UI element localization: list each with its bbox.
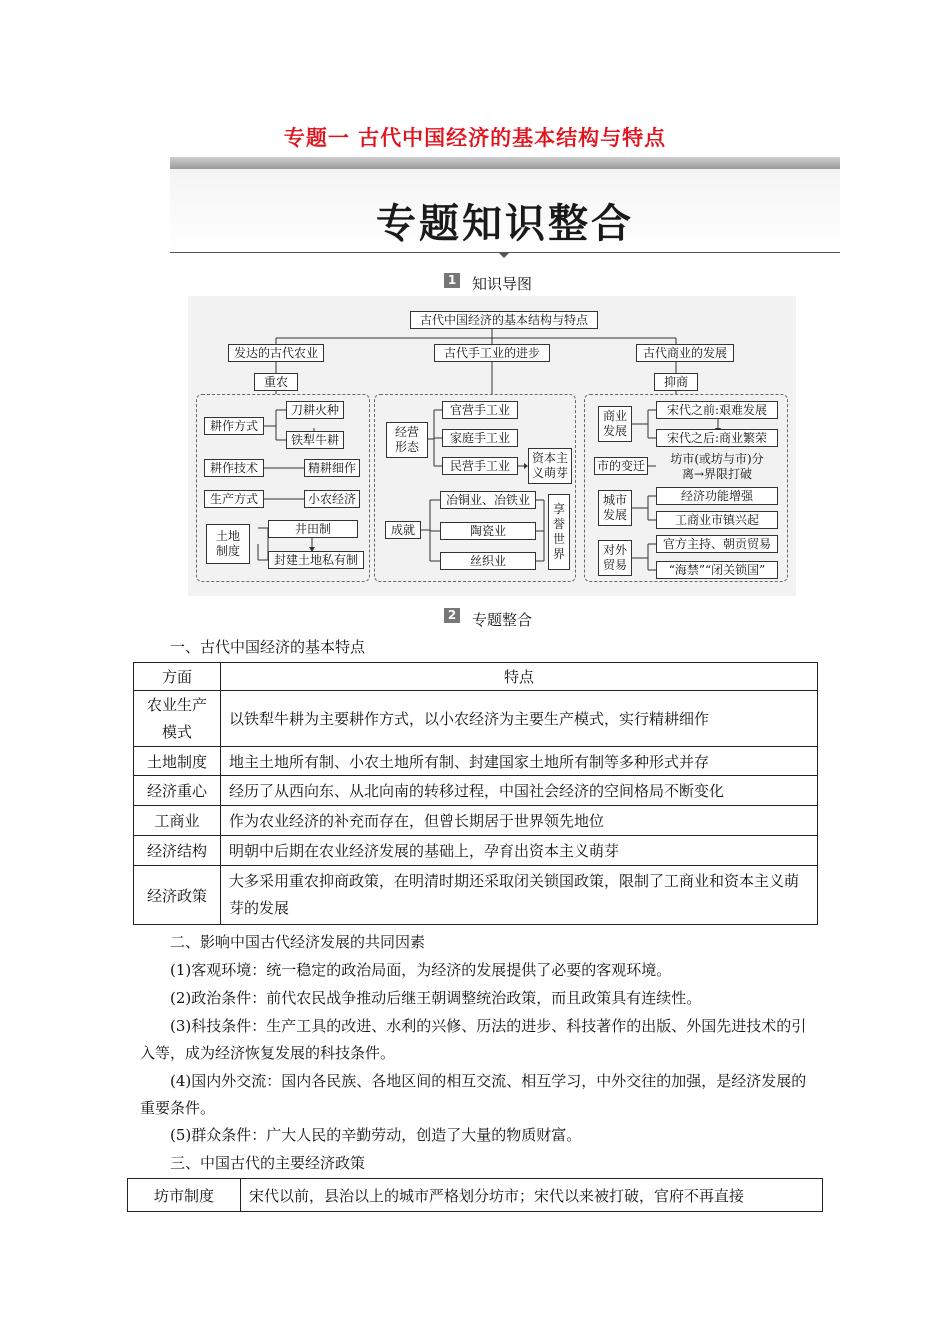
node-econ-function: 经济功能增强 bbox=[656, 487, 778, 505]
node-foreign-trade: 对外 贸易 bbox=[598, 540, 632, 576]
node-household-craft: 家庭手工业 bbox=[442, 429, 518, 447]
row-feature: 作为农业经济的补充而存在，但曾长期居于世界领先地位 bbox=[221, 806, 818, 836]
node-operation: 经营 形态 bbox=[386, 422, 428, 458]
knowledge-mindmap bbox=[188, 296, 796, 596]
node-farming-tech: 耕作技术 bbox=[204, 459, 264, 477]
factor-4: (4)国内外交流：国内各民族、各地区间的相互交流、相互学习，中外交往的加强，是经济发展的重要条件。 bbox=[140, 1072, 807, 1117]
node-official-trade: 官方主持、朝贡贸易 bbox=[656, 535, 778, 553]
table-row bbox=[134, 836, 818, 866]
node-metallurgy: 冶铜业、冶铁业 bbox=[440, 491, 536, 509]
node-smallholder: 小农经济 bbox=[304, 490, 360, 508]
table-header-row bbox=[134, 663, 818, 691]
node-silk: 丝织业 bbox=[440, 552, 536, 570]
node-closed-door: “海禁”“闭关锁国” bbox=[656, 561, 778, 579]
policy-description: 宋代以前，县治以上的城市严格划分坊市；宋代以来被打破，官府不再直接 bbox=[241, 1179, 823, 1212]
banner-bar bbox=[170, 157, 840, 169]
row-aspect: 土地制度 bbox=[134, 747, 221, 776]
banner-pointer bbox=[498, 252, 510, 258]
page-title: 专题一 古代中国经济的基本结构与特点 bbox=[283, 125, 667, 150]
table-row bbox=[134, 691, 818, 747]
node-commerce: 古代商业的发展 bbox=[636, 344, 734, 362]
node-fangshi: 坊市(或坊与市)分 离→界限打破 bbox=[656, 452, 778, 482]
factor-2: (2)政治条件：前代农民战争推动后继王朝调整统治政策，而且政策具有连续性。 bbox=[170, 989, 702, 1007]
node-market-towns: 工商业市镇兴起 bbox=[656, 511, 778, 529]
row-aspect: 工商业 bbox=[134, 806, 221, 836]
node-world-fame: 享 誉 世 界 bbox=[548, 494, 570, 570]
factor-1: (1)客观环境：统一稳定的政治局面，为经济的发展提供了必要的客观环境。 bbox=[170, 961, 672, 979]
node-farming-method: 耕作方式 bbox=[204, 417, 264, 435]
node-agri-policy: 重农 bbox=[254, 373, 298, 391]
mindmap-root: 古代中国经济的基本结构与特点 bbox=[410, 311, 598, 329]
row-feature: 大多采用重农抑商政策，在明清时期还采取闭关锁国政策，限制了工商业和资本主义萌芽的发展 bbox=[221, 866, 818, 925]
row-aspect: 经济结构 bbox=[134, 836, 221, 866]
table-row bbox=[134, 747, 818, 776]
table-row bbox=[134, 776, 818, 806]
banner-title: 专题知识整合 bbox=[376, 201, 634, 247]
row-feature: 经历了从西向东、从北向南的转移过程，中国社会经济的空间格局不断变化 bbox=[221, 776, 818, 806]
node-handicraft: 古代手工业的进步 bbox=[434, 344, 550, 362]
table-row bbox=[128, 1179, 823, 1212]
node-ceramics: 陶瓷业 bbox=[440, 522, 536, 540]
node-achievement: 成就 bbox=[385, 521, 421, 539]
node-well-field: 井田制 bbox=[268, 520, 358, 538]
node-private-land: 封建土地私有制 bbox=[268, 551, 364, 569]
row-feature: 明朝中后期在农业经济发展的基础上，孕育出资本主义萌芽 bbox=[221, 836, 818, 866]
policy-name: 坊市制度 bbox=[128, 1179, 241, 1212]
row-feature: 以铁犁牛耕为主要耕作方式，以小农经济为主要生产模式，实行精耕细作 bbox=[221, 691, 818, 747]
row-aspect: 农业生产 模式 bbox=[134, 691, 221, 747]
node-land-system: 土地 制度 bbox=[206, 524, 250, 564]
row-aspect: 经济重心 bbox=[134, 776, 221, 806]
section-2-badge: 2 bbox=[444, 608, 460, 623]
node-market-change: 市的变迁 bbox=[594, 457, 648, 475]
node-iron-plow: 铁犁牛耕 bbox=[286, 431, 344, 449]
node-private-craft: 民营手工业 bbox=[442, 457, 518, 475]
part2-heading: 二、影响中国古代经济发展的共同因素 bbox=[170, 933, 426, 951]
section-1-badge: 1 bbox=[444, 273, 460, 288]
node-production-mode: 生产方式 bbox=[204, 490, 264, 508]
node-city-dev: 城市 发展 bbox=[598, 490, 632, 526]
node-commerce-policy: 抑商 bbox=[654, 373, 698, 391]
node-agriculture: 发达的古代农业 bbox=[228, 344, 324, 362]
section-2-label: 专题整合 bbox=[472, 611, 533, 629]
table-row bbox=[134, 866, 818, 925]
row-feature: 地主土地所有制、小农土地所有制、封建国家土地所有制等多种形式并存 bbox=[221, 747, 818, 776]
part3-heading: 三、中国古代的主要经济政策 bbox=[170, 1154, 366, 1172]
node-intensive: 精耕细作 bbox=[304, 459, 360, 477]
features-table bbox=[133, 662, 818, 925]
node-commerce-dev: 商业 发展 bbox=[598, 406, 632, 442]
section-1-label: 知识导图 bbox=[472, 275, 533, 293]
part1-heading: 一、古代中国经济的基本特点 bbox=[170, 638, 366, 656]
node-capitalism-sprout: 资本主 义萌芽 bbox=[528, 448, 572, 484]
factor-3: (3)科技条件：生产工具的改进、水利的兴修、历法的进步、科技著作的出版、外国先进技术的引入等，成为经济恢复发展的科技条件。 bbox=[140, 1017, 807, 1062]
policy-table bbox=[127, 1178, 823, 1212]
node-after-song: 宋代之后:商业繁荣 bbox=[656, 429, 778, 447]
row-aspect: 经济政策 bbox=[134, 866, 221, 925]
node-before-song: 宋代之前:艰难发展 bbox=[656, 401, 778, 419]
header-aspect: 方面 bbox=[134, 663, 221, 691]
node-slash-burn: 刀耕火种 bbox=[286, 401, 344, 419]
factor-5: (5)群众条件：广大人民的辛勤劳动，创造了大量的物质财富。 bbox=[170, 1126, 582, 1144]
node-official-craft: 官营手工业 bbox=[442, 401, 518, 419]
table-row bbox=[134, 806, 818, 836]
header-feature: 特点 bbox=[221, 663, 818, 691]
